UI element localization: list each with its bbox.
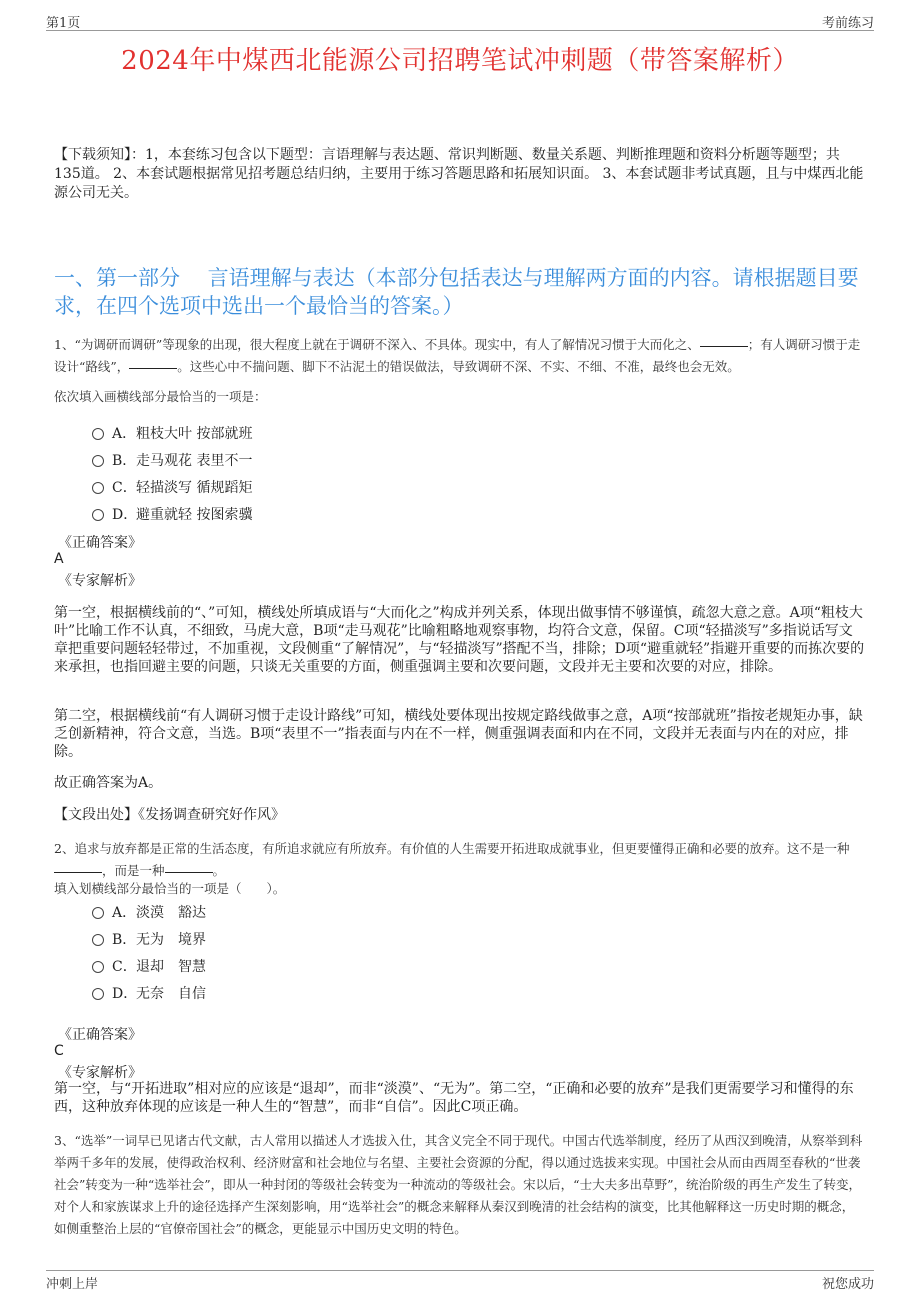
q2-option-b[interactable]: B．无为 境界: [92, 929, 206, 949]
q1-analysis-paragraph-1: 第一空，根据横线前的“、”可知，横线处所填成语与“大而化之”构成并列关系，体现出做事情不够谨慎，疏忽大意之意。A项“粗枝大叶”比喻工作不认真，不细致，马虎大意，B项“走马观花”比喻粗略地观察事物，均符合文意，保留。C项“轻描淡写”多指说话写文章把重要问题轻轻带过，不加重视，文段侧重“了解情况”，与“轻描淡写”搭配不当，排除；D项“避重就轻”指避开重要的而拣次要的来承担，也指回避主要的问题，只谈无关重要的方面，侧重强调主要和次要问题，文段并无主要和次要的对应，排除。: [54, 605, 865, 675]
q1-stem-part-c: 。这些心中不揣问题、脚下不沾泥土的错误做法，导致调研不深、不实、不细、不准，最终也会无效。: [177, 359, 740, 374]
q2-stem-part-a: 2、追求与放弃都是正常的生活态度，有所追求就应有所放弃。有价值的人生需要开拓进取成就事业，但更要懂得正确和必要的放弃。这不是一种: [54, 841, 850, 856]
page-header: [46, 10, 874, 31]
q1-conclusion: 故正确答案为A。: [54, 775, 163, 791]
q2-option-c[interactable]: C．退却 智慧: [92, 956, 206, 976]
q2-stem-part-c: 。: [212, 863, 226, 878]
q1-option-b[interactable]: B．走马观花 表里不一: [92, 450, 252, 470]
q2-analysis-paragraph: 第一空，与“开拓进取”相对应的应该是“退却”，而非“淡漠”、“无为”。第二空，“正确和必要的放弃”是我们更需要学习和懂得的东西，这种放弃体现的应该是一种人生的“智慧”，而非“自信”。因此C项正确。: [54, 1081, 854, 1115]
radio-icon[interactable]: [92, 961, 104, 973]
question-2-stem: [54, 838, 866, 882]
question-2-prompt: 填入划横线部分最恰当的一项是（ ）。: [54, 881, 286, 896]
q1-analysis-label: 《专家解析》: [58, 573, 142, 589]
download-notice: 【下载须知】：1，本套练习包含以下题型：言语理解与表达题、常识判断题、数量关系题、判断推理题和资料分析题等题型；共135道。 2、本套试题根据常见招考题总结归纳，主要用于练习答题思路和拓展知识面。 3、本套试题非考试真题，且与中煤西北能源公司无关。: [54, 147, 864, 201]
q1-answer-label: 《正确答案》: [58, 535, 142, 551]
q1-stem-part-b: ；有人调研习惯于走设计“路线”，: [54, 337, 861, 374]
q2-stem-part-b: ，而是一种: [102, 863, 165, 878]
blank: [165, 872, 213, 873]
q1-option-c[interactable]: C．轻描淡写 循规蹈矩: [92, 477, 252, 497]
q2-analysis-label: 《专家解析》: [58, 1065, 142, 1081]
radio-icon[interactable]: [92, 988, 104, 1000]
page-number: 第1页: [46, 16, 81, 31]
q2-option-a[interactable]: A．淡漠 豁达: [92, 902, 206, 922]
q1-answer: A: [54, 551, 64, 567]
q2-answer: C: [54, 1043, 64, 1059]
q1-option-d[interactable]: D．避重就轻 按图索骥: [92, 504, 252, 524]
radio-icon[interactable]: [92, 428, 104, 440]
header-label: 考前练习: [821, 16, 874, 31]
q1-source: 【文段出处】《发扬调查研究好作风》: [54, 807, 285, 823]
blank: [700, 346, 748, 347]
q1-stem-part-a: 1、“为调研而调研”等现象的出现，很大程度上就在于调研不深入、不具体。现实中，有人了解情况习惯于大而化之、: [54, 337, 700, 352]
footer-left-text: 冲刺上岸: [46, 1277, 99, 1292]
radio-icon[interactable]: [92, 907, 104, 919]
blank: [54, 872, 102, 873]
question-3-stem: 3、“选举”一词早已见诸古代文献，古人常用以描述人才选拔入仕，其含义完全不同于现代。中国古代选举制度，经历了从西汉到晚清，从察举到科举两千多年的发展，使得政治权利、经济财富和社会地位与名望、主要社会资源的分配，得以通过选拔来实现。中国社会从而由西周至春秋的“世袭社会”转变为一种“选举社会”，即从一种封闭的等级社会转变为一种流动的等级社会。宋以后，“士大夫多出草野”，统治阶级的再生产发生了转变，对个人和家族谋求上升的途径选择产生深刻影响，用“选举社会”的概念来解释从秦汉到晚清的社会结构的演变，比其他解释这一历史时期的概念，如侧重整治上层的“官僚帝国社会”的概念，更能显示中国历史文明的特色。: [54, 1133, 863, 1236]
radio-icon[interactable]: [92, 509, 104, 521]
blank: [129, 368, 177, 369]
q1-option-a[interactable]: A．粗枝大叶 按部就班: [92, 423, 252, 443]
page-footer: [46, 1270, 874, 1291]
question-1-stem: [54, 334, 866, 378]
q1-analysis-paragraph-2: 第二空，根据横线前“有人调研习惯于走设计路线”可知，横线处要体现出按规定路线做事之意，A项“按部就班”指按老规矩办事，缺乏创新精神，符合文意，当选。B项“表里不一”指表面与内在不一样，侧重强调表面和内在不同，文段并无表面与内在的对应，排除。: [54, 708, 863, 760]
document-title: 2024年中煤西北能源公司招聘笔试冲刺题（带答案解析）: [121, 46, 799, 76]
q2-option-d[interactable]: D．无奈 自信: [92, 983, 206, 1003]
footer-right-text: 祝您成功: [821, 1277, 874, 1292]
q2-answer-label: 《正确答案》: [58, 1027, 142, 1043]
radio-icon[interactable]: [92, 934, 104, 946]
question-1-prompt: 依次填入画横线部分最恰当的一项是：: [54, 389, 267, 404]
radio-icon[interactable]: [92, 455, 104, 467]
radio-icon[interactable]: [92, 482, 104, 494]
section-heading: 一、第一部分 言语理解与表达（本部分包括表达与理解两方面的内容。请根据题目要求，在四个选项中选出一个最恰当的答案。）: [54, 266, 859, 318]
